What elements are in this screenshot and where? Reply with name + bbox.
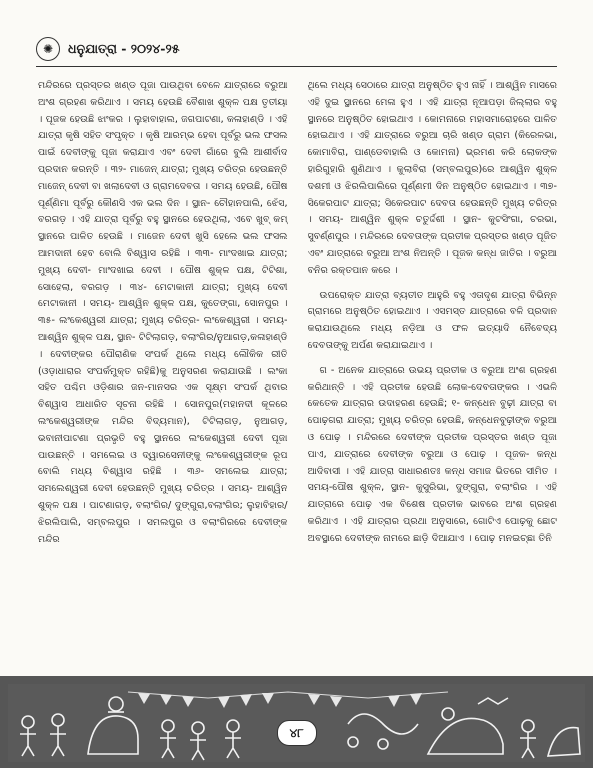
footer-band xyxy=(0,676,593,768)
left-column xyxy=(38,78,288,678)
right-paragraph-2: ଉପରୋକ୍ତ ଯାତ୍ରା ବ୍ୟତୀତ ଆହୁରି ବହୁ ଏତାଦୃଶ ଯାତ୍ରା ବିଭିନ୍ନ ଗ୍ରାମରେ ଅନୁଷ୍ଠିତ ହୋଇଥାଏ । ଏସମସ୍ତ ଯାତ୍ରାରେ ବଳି ପ୍ରଦାନ କରାଯାଉଥିଲେ ମଧ୍ୟ ନଡ଼ିଆ ଓ ଫଳ ଇତ୍ୟାଦି ନୈବେଦ୍ୟ ଦେବତାଙ୍କୁ ଅର୍ପଣ କରାଯାଇଥାଏ । xyxy=(307,289,557,351)
header-divider xyxy=(36,66,557,67)
article-body xyxy=(38,78,557,678)
seal-icon: ✺ xyxy=(36,37,60,61)
right-paragraph-1: ଥିଲେ ମଧ୍ୟ ସେଠାରେ ଯାତ୍ରା ଅନୁଷ୍ଠିତ ହୁଏ ନାହିଁ । ଆଶ୍ୱିନ ମାସରେ ଏହି ଦୁଇ ସ୍ଥାନରେ ମେଳା ହୁଏ । ଏହି ଯାତ୍ରା ନୂଆପଡ଼ା ଜିଲ୍ଲାର ବହୁ ସ୍ଥାନରେ ଅନୁଷ୍ଠିତ ହୋଇଥାଏ । କୋମନାରେ ମହାସମାରୋହରେ ପାଳିତ ହୋଇଥାଏ । ଏହି ଯାତ୍ରାରେ ବରୁଆ ଚାରି ଖଣ୍ଡ ଗ୍ରାମ (କିରେଳଭା, କୋମାବିରା, ପାଣ୍ଡେବାହାଲି ଓ କୋମନା) ଭ୍ରମଣ କରି ଲୋକଙ୍କ ହାରିଗୁହାରି ଶୁଣିଥାଏ । କୁଲାବିରା (ସମ୍ବଲପୁର)ରେ ଆଶ୍ୱିନ ଶୁକ୍ଳ ଦଶମୀ ଓ ଝିରଲିପାଲିରେ ପୂର୍ଣ୍ଣମୀ ଦିନ ଅନୁଷ୍ଠିତ ହୋଇଥାଏ । ୩୭- ସିକେରପାଟ ଯାତ୍ରା; ସିକେରପାଟ ଦେବତା ହେଉଛନ୍ତି ମୁଖ୍ୟ ଚରିତ୍ର । ସମୟ- ଆଶ୍ୱିନ ଶୁକ୍ଳ ଚତୁର୍ଦ୍ଦଶୀ । ସ୍ଥାନ- କୁଟସିଂଗା, ଚରଭା, ସୁବର୍ଣ୍ଣପୁର । ମନ୍ଦିରରେ ଦେବତାଙ୍କ ପ୍ରତୀକ ପ୍ରସ୍ତର ଖଣ୍ଡ ପୂଜିତ ଏବଂ ଯାତ୍ରାରେ ବରୁଆ ଅଂଶ ନିଅନ୍ତି । ପୂଜକ କନ୍ଧ ଜାତିର । ବରୁଆ ବନିର ରକ୍ତପାନ କରେ । xyxy=(307,80,557,276)
right-paragraph-3: ଗ - ଅନେକ ଯାତ୍ରାରେ ଉଭୟ ପ୍ରତୀକ ଓ ବରୁଆ ଅଂଶ ଗ୍ରହଣ କରିଥାନ୍ତି । ଏହି ପ୍ରତୀକ ହେଉଛି ଲୋକ-ଦେବତାଙ୍କର । ଏଭଳି କେତେକ ଯାତ୍ରାର ଉଦାହରଣ ହେଉଛି; ୧- କନ୍ଧେନ ବୁଢ଼ୀ ଯାତ୍ରା ବା ପୋଢ଼ଗରା ଯାତ୍ରା; ମୁଖ୍ୟ ଚରିତ୍ର ହେଉଛି, କନ୍ଧେନବୁଢ଼ୀଙ୍କ ବରୁଆ ଓ ପୋଢ଼ । ମନ୍ଦିରରେ ଦେବୀଙ୍କ ପ୍ରତୀକ ପ୍ରସ୍ତର ଖଣ୍ଡ ପୂଜା ପାଏ, ଯାତ୍ରାରେ ଦେବୀଙ୍କ ବରୁଆ ଓ ପୋଢ଼ । ପୂଜକ- କନ୍ଧ ଆଦିବାସୀ । ଏହି ଯାତ୍ରା ସାଧାରଣତଃ କନ୍ଧ ସମାଜ ଭିତରେ ସୀମିତ । ସମୟ-ପୌଷ ଶୁକ୍ଳ, ସ୍ଥାନ- କୁସୁରିଭା, ଦୁଙ୍ଗୁରା, ବଲାଂଗିର । ଏହି ଯାତ୍ରାରେ ପୋଢ଼ ଏକ ବିଶେଷ ପ୍ରତୀକ ଭାବରେ ଅଂଶ ଗ୍ରହଣ କରିଥାଏ । ଏହି ଯାତ୍ରାର ପ୍ରଥା ଅନୁସାରେ, ଗୋଟିଏ ପୋଢ଼କୁ ଛୋଟ ଅବସ୍ଥାରେ ଦେବୀଙ୍କ ନାମରେ ଛାଡ଼ି ଦିଆଯାଏ । ପୋଢ଼ ମନଇଚ୍ଛା ତିନି xyxy=(307,364,557,544)
page-header xyxy=(36,34,557,64)
page-number: ୪୮ xyxy=(277,720,317,746)
right-column xyxy=(308,78,558,678)
left-paragraph-1: ମନ୍ଦିରରେ ପ୍ରସ୍ତର ଖଣ୍ଡ ପୂଜା ପାଉଥିବା ବେଳେ ଯାତ୍ରାରେ ବରୁଆ ଅଂଶ ଗ୍ରହଣ କରିଥାଏ । ସମୟ ହେଉଛି ବୈଶାଖ ଶୁକ୍ଳ ପକ୍ଷ ତୃତୀୟା । ପୂଜକ ହେଉଛି ଝାଂକର । ଲୁହାବାହାଲ, ଜଗପାଟଣା, କଳାହାଣ୍ଡି । ଏହି ଯାତ୍ରା କୃଷି ସହିତ ସଂପୃକ୍ତ । କୃଷି ଆରମ୍ଭ ହେବା ପୂର୍ବରୁ ଭଲ ଫସଲ ପାଇଁ ଦେବୀଙ୍କୁ ପୂଜା କରାଯାଏ ଏବଂ ଦେବୀ ଗାଁରେ ବୁଲି ଆଶୀର୍ବାଦ ପ୍ରଦାନ କରନ୍ତି । ୩୨- ମାଜେନ୍ ଯାତ୍ରା; ମୁଖ୍ୟ ଚରିତ୍ର ହେଉଛନ୍ତି ମାଜେନ୍ ଦେବୀ ବା ଖଲାଦେବୀ ଓ ଗ୍ରାମଦେବତା । ସମୟ ହେଉଛି, ପୌଷ ପୂର୍ଣ୍ଣିମା ପୂର୍ବରୁ କୌଣସି ଏକ ଭଲ ଦିନ । ସ୍ଥାନ- ଚୌହାନପାଲି, ଝେଁସ, ବରଗଡ଼ । ଏହି ଯାତ୍ରା ପୂର୍ବରୁ ବହୁ ସ୍ଥାନରେ ହେଉଥିଲା, ଏବେ ଖୁବ୍ କମ୍ ସ୍ଥାନରେ ପାଳିତ ହେଉଛି । ମାଜେନ ଦେବୀ ଖୁସି ହେଲେ ଭଲ ଫସଲ ଆମଦାନୀ ହେବ ବୋଲି ବିଶ୍ୱାସ ରହିଛି । ୩୩- ମାଂଦଖାଇ ଯାତ୍ରା; ମୁଖ୍ୟ ଦେବୀ- ମାଂଦଖାଇ ଦେବୀ । ପୌଷ ଶୁକ୍ଳ ପକ୍ଷ, ଟିଟିଶା, ସୋହେଲା, ବରଗଡ଼ । ୩୪- ମେଟାକାନୀ ଯାତ୍ରା; ମୁଖ୍ୟ ଦେବୀ ମେଟାକାନୀ । ସମୟ- ଆଶ୍ୱିନ ଶୁକ୍ଳ ପକ୍ଷ, କୁତେଙ୍ଗା, ସୋନପୁର । ୩୫- ଲଂକେଶ୍ୱରୀ ଯାତ୍ରା; ମୁଖ୍ୟ ଚରିତ୍ର- ଲଂକେଶ୍ୱରୀ । ସମୟ- ଆଶ୍ୱିନ ଶୁକ୍ଳ ପକ୍ଷ, ସ୍ଥାନ- ଟିଟିଲାଗଡ଼, ବଲାଂଗିର/ନୁଆଗଡ଼,କଳାହାଣ୍ଡି । ଦେବୀଙ୍କର ପୌରାଣିକ ସଂପର୍କ ଥିଲେ ମଧ୍ୟ ଲୌକିକ ରୀତି (ଓଡ଼ାଧାରାର ସଂପର୍କମୁକ୍ତ ରହିଛି)କୁ ଅନୁସରଣ କରାଯାଉଛି । ଲଂକା ସହିତ ପଶ୍ଚିମ ଓଡ଼ିଶାର ଜନ-ମାନସର ଏକ ସୂକ୍ଷ୍ମ ସଂପର୍କ ଥିବାର ବିଶ୍ୱାସ ଆଧାରିତ ସୂଚନା ରହିଛି । ସୋନପୁର(ମହାନଦୀ କୂଳରେ ଲଂକେଶ୍ୱରୀଙ୍କ ମନ୍ଦିର ବିଦ୍ୟମାନ), ଟିଟିଲାଗଡ଼, ନୁଆଗଡ଼, ଭବାନୀପାଟଣା ପ୍ରଭୃତି ବହୁ ସ୍ଥାନରେ ଲଂକେଶ୍ୱରୀ ଦେବୀ ପୂଜା ପାଉଛନ୍ତି । ସମଲେଇ ଓ ଦ୍ୱାରସେନୀଙ୍କୁ ଲଂକେଶ୍ୱରୀଙ୍କ ରୂପ ବୋଲି ମଧ୍ୟ ବିଶ୍ୱାସ ରହିଛି । ୩୬- ସମଲେଇ ଯାତ୍ରା; ସମଲେଶ୍ୱରୀ ଦେବୀ ହେଉଛନ୍ତି ମୁଖ୍ୟ ଚରିତ୍ର । ସମୟ- ଆଶ୍ୱିନ ଶୁକ୍ଳ ପକ୍ଷ । ପାଟଣାଗଡ଼, ବଲାଂଗିର/ ଦୁଙ୍ଗୁରା,ବଲାଂଗିର; ଲୁହାବିହାର/ ଝିରଲିପାଲି, ସମ୍ବଲପୁର । ସମଲପୁର ଓ ବଲାଂଗିରରେ ଦେବୀଙ୍କ ମନ୍ଦିର xyxy=(38,80,288,545)
header-title: ଧନୁଯାତ୍ରା - ୨୦୨୪-୨୫ xyxy=(68,41,180,56)
